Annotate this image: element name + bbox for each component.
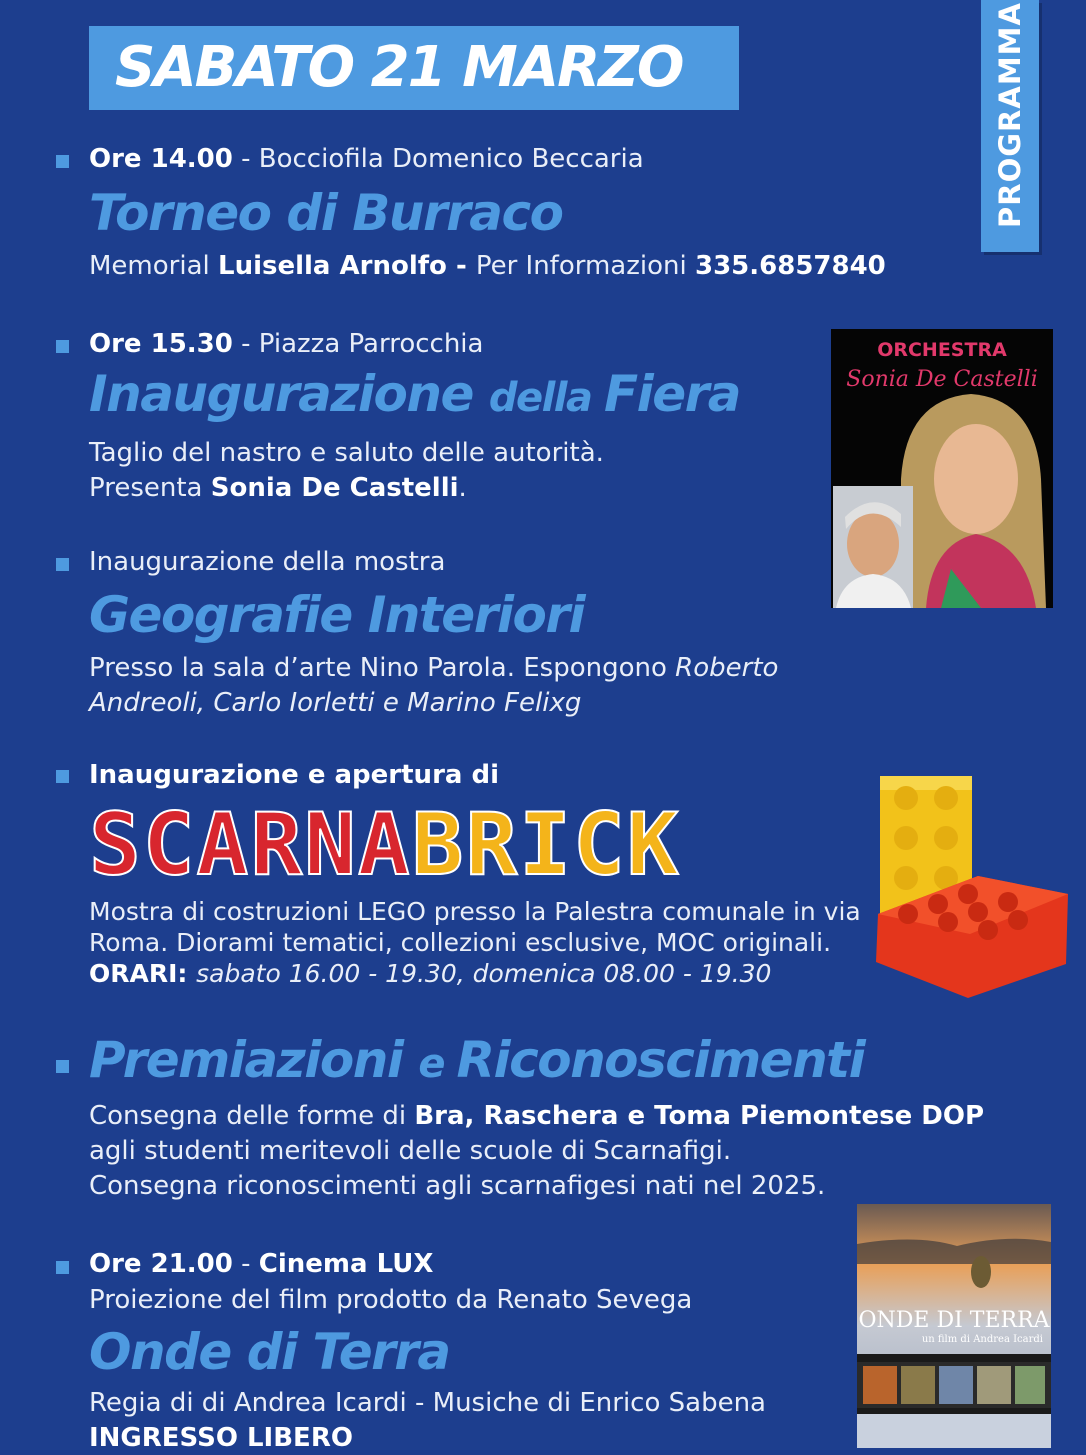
date-heading: SABATO 21 MARZO [115,35,683,100]
orchestra-label: ORCHESTRA [877,339,1007,361]
fiera-title: Inaugurazione della Fiera [89,365,741,423]
brick-intro: Inaugurazione e apertura di [89,760,500,790]
mostra-intro: Inaugurazione della mostra [89,547,446,577]
orchestra-name: Sonia De Castelli [846,367,1038,392]
mostra-desc-2: Andreoli, Carlo Iorletti e Marino Felixg [89,688,582,718]
bullet-icon [56,770,69,783]
lego-bricks-image [868,766,1080,1002]
film-time-line: Ore 21.00 - Cinema LUX [89,1249,434,1279]
premi-desc-1: Consegna delle forme di Bra, Raschera e Toma Piemontese DOP [89,1101,985,1131]
fiera-desc-1: Taglio del nastro e saluto delle autorità. [89,438,604,468]
film-credits: Regia di di Andrea Icardi - Musiche di Enrico Sabena [89,1388,766,1418]
premi-desc-3: Consegna riconoscimenti agli scarnafigesi nati nel 2025. [89,1171,826,1201]
brick-desc-1: Mostra di costruzioni LEGO presso la Palestra comunale in via [89,897,861,926]
film-free-entry: INGRESSO LIBERO [89,1423,353,1453]
burraco-title: Torneo di Burraco [89,184,563,242]
premi-title: Premiazioni e Riconoscimenti [89,1031,865,1089]
mostra-desc-1: Presso la sala d’arte Nino Parola. Espongono Roberto [89,653,779,683]
bullet-icon [56,1060,69,1073]
poster-title: ONDE DI TERRA [858,1308,1050,1333]
premi-desc-2: agli studenti meritevoli delle scuole di Scarnafigi. [89,1136,732,1166]
orchestra-photo [831,329,1053,608]
bullet-icon [56,155,69,168]
brick-hours: ORARI: sabato 16.00 - 19.30, domenica 08.00 - 19.30 [89,959,772,988]
bullet-icon [56,558,69,571]
bullet-icon [56,340,69,353]
film-title: Onde di Terra [89,1323,450,1381]
fiera-time-line: Ore 15.30 - Piazza Parrocchia [89,329,484,359]
burraco-details: Memorial Luisella Arnolfo - Per Informazioni 335.6857840 [89,251,886,281]
film-poster [857,1204,1051,1448]
burraco-time-line: Ore 14.00 - Bocciofila Domenico Beccaria [89,144,644,174]
mostra-title: Geografie Interiori [89,586,585,644]
poster-subtitle: un film di Andrea Icardi [921,1334,1043,1345]
fiera-desc-2: Presenta Sonia De Castelli. [89,473,467,503]
scarnabrick-logo: SCARNA BRICK [89,795,681,895]
brick-desc-2: Roma. Diorami tematici, collezioni esclusive, MOC originali. [89,928,832,957]
bullet-icon [56,1261,69,1274]
programma-tab-label: PROGRAMMA [993,2,1027,228]
film-producer: Proiezione del film prodotto da Renato Sevega [89,1285,693,1315]
